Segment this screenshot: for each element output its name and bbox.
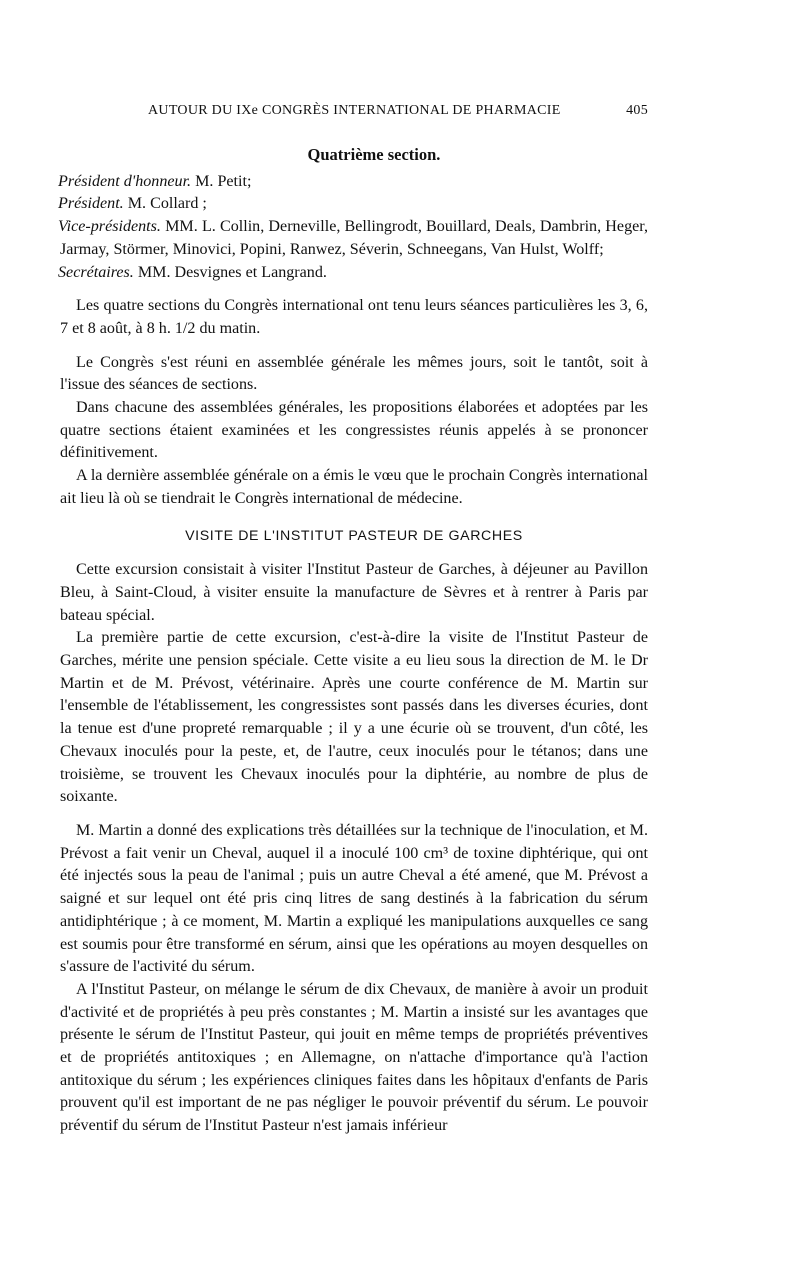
president-label: Président. [58,195,124,213]
paragraph: Cette excursion consistait à visiter l'Institut Pasteur de Garches, à déjeuner au Pavillon Bleu, à Saint-Cloud, à visiter ensuite la manufacture de Sèvres et à rentrer à Paris par bateau spécial. [60,561,648,624]
president-value: M. Collard ; [127,195,207,213]
running-head [60,103,648,125]
vice-presidents-value: MM. L. Collin, Derneville, Bellingrodt, Bouillard, Deals, Dambrin, Heger, Jarmay, Störmer, Minovici, Popini, Ranwez, Séverin, Schneegans, Van Hulst, Wolff; [60,218,648,258]
committee-list [60,171,648,285]
honorary-president-value: M. Petit; [195,172,252,190]
paragraph: A la dernière assemblée générale on a émis le vœu que le prochain Congrès international ait lieu là où se tiendrait le Congrès international de médecine. [60,467,648,507]
section-title: Quatrième section. [307,145,441,164]
president-line [60,193,648,216]
secretaries-line [60,262,648,285]
page-number: 405 [626,103,648,118]
section-heading: VISITE DE L'INSTITUT PASTEUR DE GARCHES [185,527,523,544]
secretaries-value: MM. Desvignes et Langrand. [137,263,327,281]
paragraph: M. Martin a donné des explications très détaillées sur la technique de l'inoculation, et M. Prévost a fait venir un Cheval, auquel il a inoculé 100 cm³ de toxine diphtérique, qui ont été injectés sous la peau de l'animal ; puis un autre Cheval a été amené, que M. Prévost a saigné et sur lequel ont été pris cinq litres de sang destinés à la fabrication du sérum antidiphtérique ; à ce moment, M. Martin a expliqué les manipulations auxquelles ce sang est soumis pour être transformé en sérum, ainsi que les opérations au moyen desquelles on s'assure de l'activité du sérum. [60,821,648,976]
honorary-president-label: Président d'honneur. [58,172,192,190]
paragraph: La première partie de cette excursion, c'est-à-dire la visite de l'Institut Pasteur de Garches, mérite une pension spéciale. Cette visite a eu lieu sous la direction de M. le Dr Martin et de M. Prévost, vétérinaire. Après une courte conférence de M. Martin sur l'ensemble de l'établissement, les congressistes sont passés dans les diverses écuries, dont la tenue est d'une propreté remarquable ; il y a une écurie où se trouvent, d'un côté, les Chevaux inoculés pour la peste, et, de l'autre, ceux inoculés pour le tétanos; dans une troisième, se trouvent les Chevaux inoculés pour la diphtérie, au nombre de plus de soixante. [60,629,648,806]
paragraph: Les quatre sections du Congrès international ont tenu leurs séances particulières les 3, 6, 7 et 8 août, à 8 h. 1/2 du matin. [60,297,648,337]
honorary-president-line [60,171,648,194]
secretaries-label: Secrétaires. [58,263,134,281]
page-body [60,144,648,1138]
running-title: AUTOUR DU IXe CONGRÈS INTERNATIONAL DE PHARMACIE [148,103,561,118]
paragraph: Dans chacune des assemblées générales, les propositions élaborées et adoptées par les quatre sections étaient examinées et les congressistes réunis appelés à se prononcer définitivement. [60,399,648,462]
vice-presidents-label: Vice-présidents. [58,218,161,236]
paragraph: A l'Institut Pasteur, on mélange le sérum de dix Chevaux, de manière à avoir un produit d'activité et de propriétés à peu près constantes ; M. Martin a insisté sur les avantages que présente le sérum de l'Institut Pasteur, qui jouit en même temps de propriétés préventives et de propriétés antitoxiques ; en Allemagne, on n'attache d'importance qu'à l'action antitoxique du sérum ; les expériences cliniques faites dans les hôpitaux d'enfants de Paris prouvent qu'il est important de ne pas négliger le pouvoir préventif du sérum. Le pouvoir préventif du sérum de l'Institut Pasteur n'est jamais inférieur [60,980,648,1135]
paragraph: Le Congrès s'est réuni en assemblée générale les mêmes jours, soit le tantôt, soit à l'issue des séances de sections. [60,353,648,394]
vice-presidents-line [60,216,648,261]
